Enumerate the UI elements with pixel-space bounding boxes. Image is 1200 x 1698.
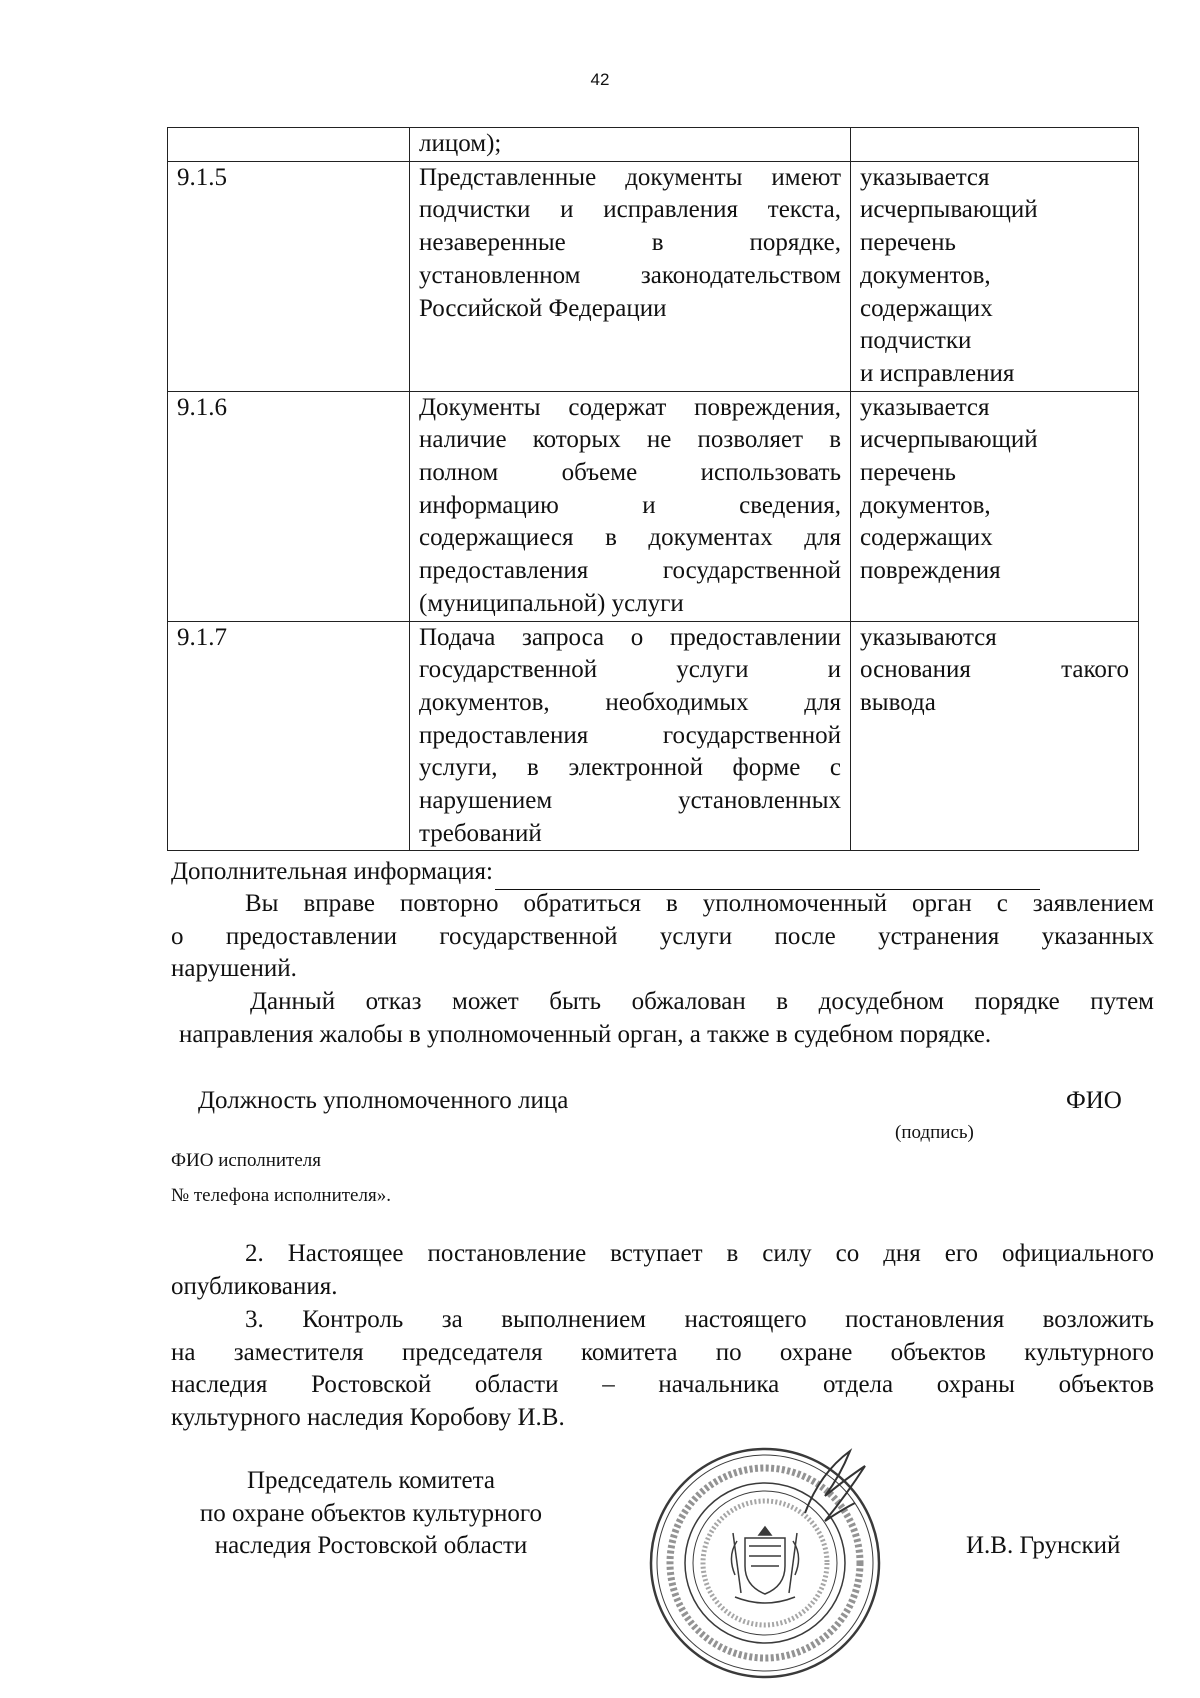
ground-description-line: услуги, в электронной форме с xyxy=(419,754,841,782)
official-fio: ФИО xyxy=(1066,1087,1122,1114)
table-row xyxy=(168,391,1139,621)
signature-caption: (подпись) xyxy=(895,1122,974,1143)
ground-description-line: Документы содержат повреждения, xyxy=(419,393,841,421)
refusal-grounds-table-body xyxy=(168,128,1139,851)
official-position: Должность уполномоченного лица xyxy=(198,1087,569,1114)
ground-description-line: предоставления государственной xyxy=(419,557,841,585)
explanation-line: исчерпывающий xyxy=(860,426,1038,454)
chairman-title-line: наследия Ростовской области xyxy=(214,1532,528,1560)
chairman-name: И.В. Грунский xyxy=(966,1532,1121,1559)
ground-code-cell xyxy=(168,161,410,391)
explanation-cell xyxy=(851,391,1139,621)
additional-info-blank xyxy=(495,856,1040,890)
explanation-line: содержащих xyxy=(860,524,993,552)
ground-description-cell xyxy=(410,128,851,162)
ground-description-line: Подача запроса о предоставлении xyxy=(419,623,841,651)
ground-code: 9.1.6 xyxy=(177,393,227,421)
table-row xyxy=(168,128,1139,162)
ground-description-line: наличие которых не позволяет в xyxy=(419,426,841,454)
explanation-line: повреждения xyxy=(860,557,1001,585)
clause-3-line: 3. Контроль за выполнением настоящего постановления возложить xyxy=(245,1306,1154,1333)
appeal-paragraph xyxy=(171,986,1154,1051)
explanation-cell xyxy=(851,128,1139,162)
ground-description-line: Представленные документы имеют xyxy=(419,163,841,191)
explanation-line: подчистки xyxy=(860,327,972,355)
ground-description-line: информацию и сведения, xyxy=(419,491,841,519)
explanation-cell xyxy=(851,161,1139,391)
explanation-line: документов, xyxy=(860,261,991,289)
ground-code: 9.1.7 xyxy=(177,623,227,651)
ground-code: 9.1.5 xyxy=(177,163,227,191)
chairman-title-line: Председатель комитета xyxy=(247,1467,495,1494)
reapply-line: Вы вправе повторно обратиться в уполномоченный орган с заявлением xyxy=(245,890,1154,917)
chairman-title xyxy=(171,1465,571,1563)
ground-description-line: нарушением установленных xyxy=(419,787,841,815)
ground-description-line: полном объеме использовать xyxy=(419,459,841,487)
explanation-line: исчерпывающий xyxy=(860,196,1038,224)
executor-phone: № телефона исполнителя». xyxy=(171,1185,391,1206)
table-row xyxy=(168,621,1139,851)
explanation-line: перечень xyxy=(860,229,956,257)
explanation-line: перечень xyxy=(860,459,956,487)
ground-description-line: требований xyxy=(419,819,542,847)
additional-info-label: Дополнительная информация: xyxy=(171,858,493,885)
appeal-line: направления жалобы в уполномоченный орган, а также в судебном порядке. xyxy=(179,1020,992,1048)
clause-3 xyxy=(171,1304,1154,1435)
ground-description-cell xyxy=(410,391,851,621)
ground-description-line: установленном законодательством xyxy=(419,261,841,289)
explanation-line: указываются xyxy=(860,623,997,651)
explanation-line: указывается xyxy=(860,393,990,421)
explanation-line: указывается xyxy=(860,163,990,191)
additional-info-line xyxy=(171,856,1161,890)
coat-of-arms-emblem xyxy=(731,1527,798,1603)
chairman-title-line: по охране объектов культурного xyxy=(199,1499,543,1527)
ground-description-line: предоставления государственной xyxy=(419,721,841,749)
ground-code-cell xyxy=(168,128,410,162)
appeal-line: Данный отказ может быть обжалован в досудебном порядке путем xyxy=(250,988,1154,1015)
explanation-line: основания такого xyxy=(860,656,1129,684)
explanation-line: документов, xyxy=(860,491,991,519)
official-seal-stamp xyxy=(645,1443,885,1683)
ground-code-cell xyxy=(168,391,410,621)
refusal-grounds-table xyxy=(167,127,1139,851)
ground-description-cell xyxy=(410,161,851,391)
reapply-line: нарушений. xyxy=(171,955,297,983)
explanation-cell xyxy=(851,621,1139,851)
explanation-line: и исправления xyxy=(860,359,1015,387)
ground-description-line: подчистки и исправления текста, xyxy=(419,196,841,224)
explanation-line: вывода xyxy=(860,688,936,716)
clause-2-line: 2. Настоящее постановление вступает в силу со дня его официального xyxy=(245,1240,1154,1267)
ground-description-line: государственной услуги и xyxy=(419,656,841,684)
reapply-line: о предоставлении государственной услуги после устранения указанных xyxy=(171,922,1154,950)
clause-3-line: на заместителя председателя комитета по охране объектов культурного xyxy=(171,1338,1154,1366)
table-row xyxy=(168,161,1139,391)
clause-3-line: наследия Ростовской области – начальника отдела охраны объектов xyxy=(171,1371,1154,1399)
explanation-line: содержащих xyxy=(860,294,993,322)
ground-description-line: незаверенные в порядке, xyxy=(419,229,841,257)
ground-description-line: Российской Федерации xyxy=(419,294,667,322)
ground-description-cell xyxy=(410,621,851,851)
ground-description-line: содержащиеся в документах для xyxy=(419,524,841,552)
ground-description-line: лицом); xyxy=(419,130,502,157)
clause-2-line: опубликования. xyxy=(171,1272,338,1300)
ground-code-cell xyxy=(168,621,410,851)
reapply-paragraph xyxy=(171,888,1154,986)
ground-description-line: (муниципальной) услуги xyxy=(419,589,684,617)
page-number: 42 xyxy=(590,70,610,89)
clause-2 xyxy=(171,1238,1154,1303)
seal-rings xyxy=(651,1449,879,1677)
clause-3-line: культурного наследия Коробову И.В. xyxy=(171,1404,565,1432)
ground-description-line: документов, необходимых для xyxy=(419,688,841,716)
executor-name: ФИО исполнителя xyxy=(171,1150,321,1171)
